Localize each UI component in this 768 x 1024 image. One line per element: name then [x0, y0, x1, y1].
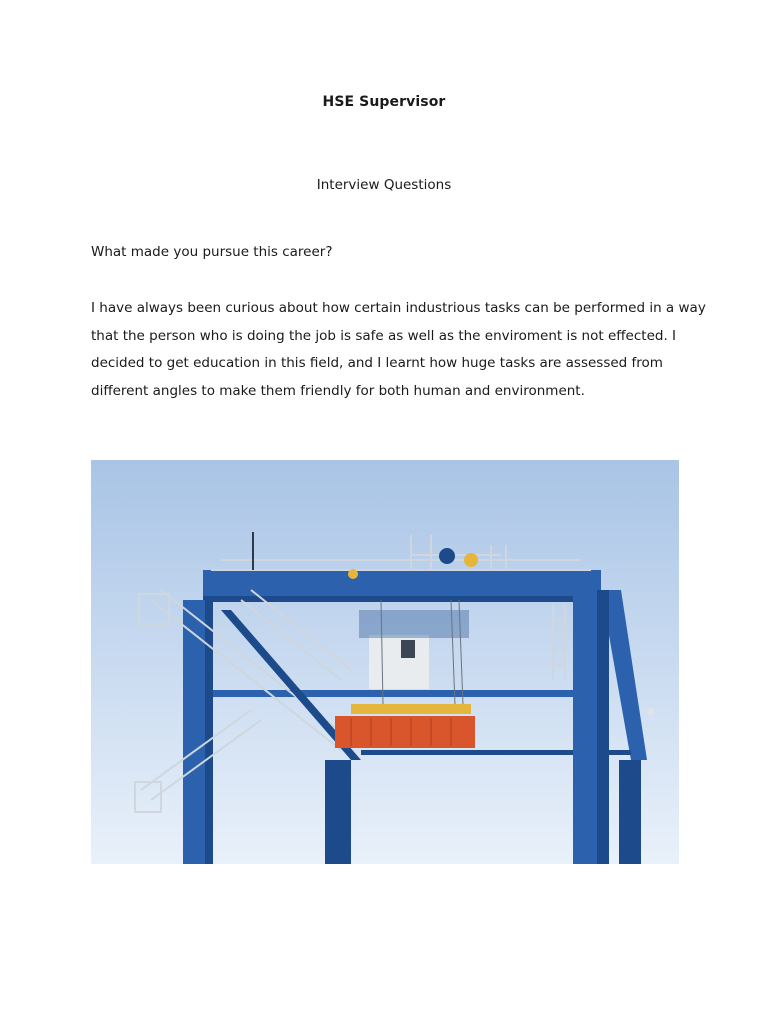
gantry-crane-photo	[91, 460, 679, 864]
answer-line: decided to get education in this field, and I learnt how huge tasks are assessed from	[91, 355, 663, 372]
interview-question: What made you pursue this career?	[91, 244, 333, 260]
answer-line: different angles to make them friendly for both human and environment.	[91, 383, 585, 400]
answer-paragraph	[91, 295, 706, 406]
spreader-beam	[351, 704, 471, 714]
page-subtitle: Interview Questions	[316, 177, 452, 193]
hoist-drum	[439, 548, 455, 564]
page-title: HSE Supervisor	[322, 94, 446, 110]
cabin-window	[401, 640, 415, 658]
answer-line: that the person who is doing the job is safe as well as the enviroment is not effected. I	[91, 327, 677, 344]
answer-line: I have always been curious about how certain industrious tasks can be performed in a way	[91, 300, 706, 316]
shipping-container	[335, 716, 475, 748]
crane-leg-shadow	[205, 600, 213, 864]
crane-top-girder	[203, 570, 601, 600]
floodlight	[647, 708, 655, 716]
crane-leg-front-right-shadow	[597, 590, 609, 864]
crane-leg-back-right	[619, 760, 641, 864]
cable-reel	[464, 553, 478, 567]
cable-reel-small	[348, 569, 358, 579]
crane-leg-back-left	[325, 760, 351, 864]
operator-cabin	[369, 635, 429, 689]
gantry-crane-image	[91, 460, 679, 864]
